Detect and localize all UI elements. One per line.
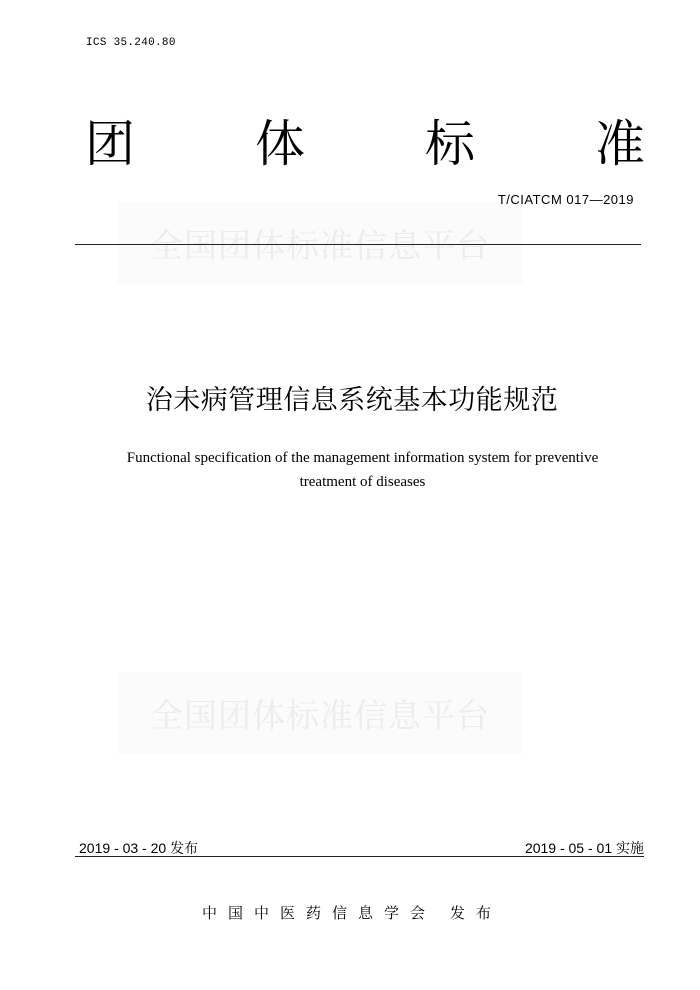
watermark: 全国团体标准信息平台 — [118, 672, 522, 754]
chinese-title: 治未病管理信息系统基本功能规范 — [145, 385, 559, 416]
heading-char: 标 — [425, 115, 475, 173]
watermark: 全国团体标准信息平台 — [118, 202, 522, 284]
ics-code: ICS 35.240.80 — [86, 37, 176, 49]
publisher-organization: 中国中医药信息学会 — [201, 904, 436, 922]
top-divider — [75, 244, 641, 245]
standard-type-heading — [85, 112, 645, 176]
publisher-line — [0, 902, 700, 923]
implement-date: 2019 - 05 - 01 实施 — [524, 840, 644, 856]
heading-char: 准 — [595, 115, 645, 173]
heading-char: 体 — [255, 115, 305, 173]
english-title-line: Functional specification of the management information system for preventive — [126, 450, 599, 466]
english-title-line: treatment of diseases — [299, 474, 426, 490]
bottom-divider — [75, 856, 644, 857]
english-title — [90, 446, 635, 494]
standard-number: T/CIATCM 017—2019 — [497, 192, 634, 207]
publish-date: 2019 - 03 - 20 发布 — [79, 840, 199, 856]
heading-char: 团 — [85, 115, 135, 173]
publisher-action: 发布 — [450, 904, 503, 922]
